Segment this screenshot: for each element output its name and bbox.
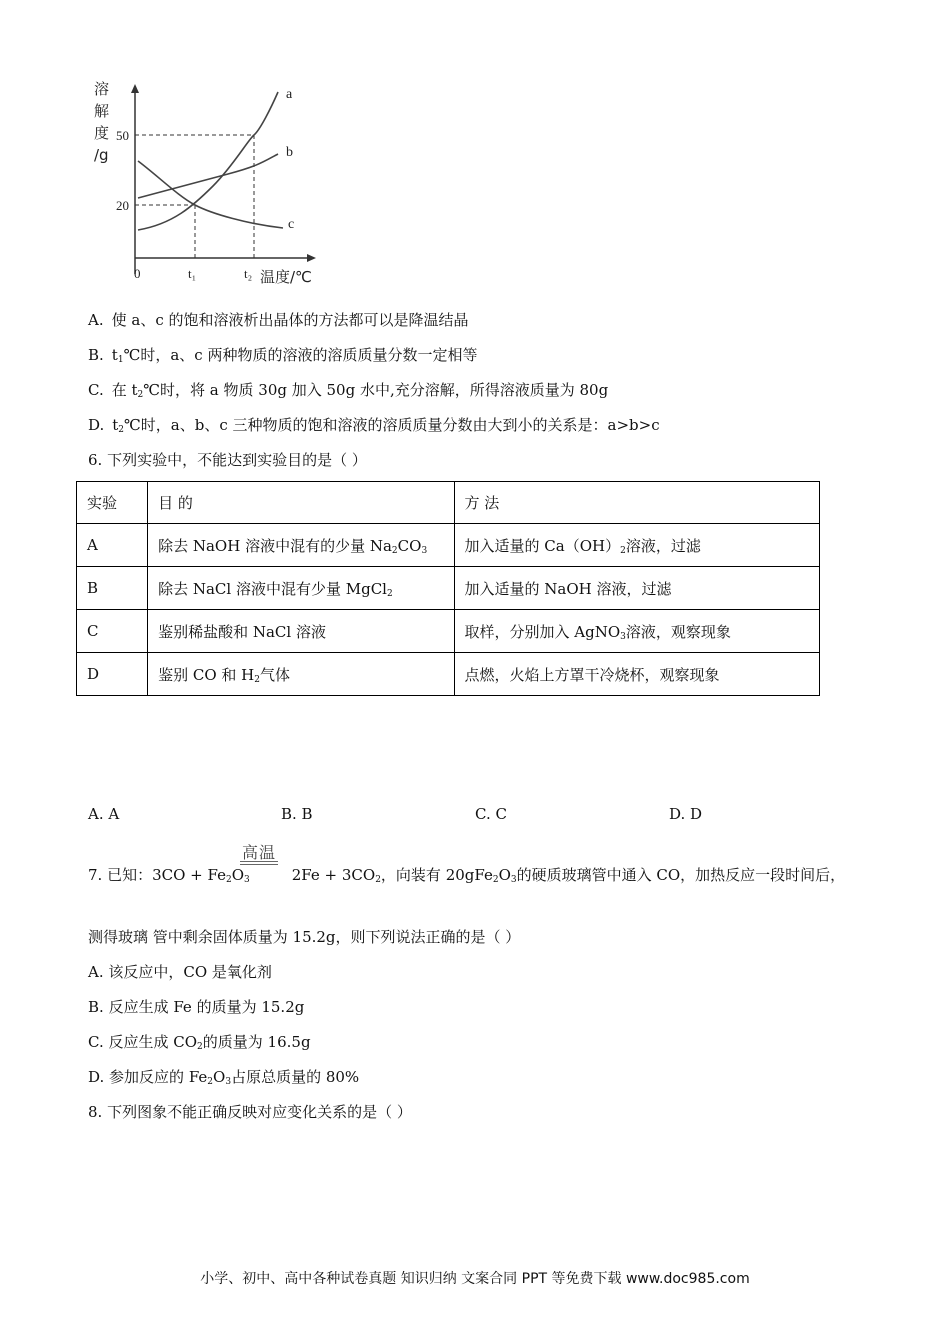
series-c-line [138, 161, 283, 228]
q6-stem: 6. 下列实验中，不能达到实验目的是（ ） [88, 451, 367, 469]
header-purpose: 目 的 [148, 482, 454, 524]
series-b-label: b [286, 145, 293, 160]
row-method: 加入适量的 $Ca(OH)_2$溶液，过滤 [454, 524, 820, 567]
q7-option-c: C. 反应生成 $CO_2$的质量为 16.5g [88, 1033, 311, 1052]
x-axis-label: 温度/℃ [260, 268, 312, 286]
row-purpose: 除去 NaOH 溶液中混有的少量 $Na_2CO_3$ [148, 524, 454, 567]
q5-option-a: A. 使 a、c 的饱和溶液析出晶体的方法都可以是降温结晶 [88, 311, 469, 329]
row-method: 加入适量的 NaOH 溶液，过滤 [454, 567, 820, 610]
q7-option-a: A. 该反应中，CO 是氧化剂 [88, 963, 272, 981]
series-a-label: a [286, 87, 293, 102]
reaction-condition: 高温 [242, 843, 277, 862]
y-axis-label-2: 解 [94, 102, 110, 120]
table-row [77, 567, 820, 610]
table-row [77, 610, 820, 653]
q7-option-b: B. 反应生成 Fe 的质量为 15.2g [88, 998, 305, 1016]
y-axis-label-3: 度 [94, 124, 110, 142]
row-method: 取样，分别加入 AgNO$_3$溶液，观察现象 [454, 610, 820, 653]
row-purpose: 除去 NaCl 溶液中混有少量 MgCl$_2$ [148, 567, 454, 610]
table-row [77, 524, 820, 567]
experiment-table [76, 481, 820, 696]
row-id: D [77, 653, 148, 696]
equation-bar [240, 861, 278, 862]
row-id: B [77, 567, 148, 610]
x-axis-arrow [307, 254, 316, 262]
answer-c: C. C [475, 805, 507, 823]
y-axis-label-4: /g [94, 146, 109, 164]
q5-option-b: B. $t_1℃$时，a、c 两种物质的溶液的溶质质量分数一定相等 [88, 346, 478, 365]
page-footer: 小学、初中、高中各种试卷真题 知识归纳 文案合同 PPT 等免费下载 www.doc985.com [200, 1271, 750, 1287]
series-a-line [138, 92, 278, 230]
y-tick-20: 20 [116, 198, 129, 213]
q6-answers [88, 805, 768, 825]
row-id: C [77, 610, 148, 653]
y-axis-arrow [131, 84, 139, 93]
origin-label: 0 [134, 266, 141, 281]
answer-a: A. A [88, 805, 120, 823]
q7-option-d: D. 参加反应的 $Fe_2O_3$占原总质量的 80% [88, 1068, 360, 1087]
q7-stem-line2: 测得玻璃 管中剩余固体质量为 15.2g，则下列说法正确的是（ ） [88, 928, 521, 946]
answer-d: D. D [669, 805, 703, 823]
row-id: A [77, 524, 148, 567]
row-purpose: 鉴别稀盐酸和 NaCl 溶液 [148, 610, 454, 653]
x-tick-t1: t₁ [188, 266, 197, 281]
header-method: 方 法 [454, 482, 820, 524]
y-axis-label-1: 溶 [94, 80, 110, 98]
answer-b: B. B [281, 805, 313, 823]
x-tick-t2: t₂ [244, 266, 253, 281]
table-row [77, 653, 820, 696]
y-tick-50: 50 [116, 128, 129, 143]
q7-stem: 7. 已知：$3CO + Fe_2O_3$ $2Fe + 3CO_2$，向装有 $20gFe_2O_3$的硬质玻璃管中通入 CO，加热反应一段时间后， [88, 866, 846, 885]
solubility-chart [88, 78, 328, 290]
q5-option-d: D. $t_2℃$时，a、b、c 三种物质的饱和溶液的溶质质量分数由大到小的关系是：a>b>c [88, 416, 660, 435]
table-header-row [77, 482, 820, 524]
q5-option-c: C. 在 $t_2℃$时，将 a 物质 30g 加入 50g 水中,充分溶解，所得溶液质量为 80g [88, 381, 609, 400]
q8-stem: 8. 下列图象不能正确反映对应变化关系的是（ ） [88, 1103, 412, 1121]
series-c-label: c [288, 217, 295, 232]
header-experiment: 实验 [77, 482, 148, 524]
row-method: 点燃，火焰上方罩干冷烧杯，观察现象 [454, 653, 820, 696]
row-purpose: 鉴别 CO 和 $H_2$气体 [148, 653, 454, 696]
